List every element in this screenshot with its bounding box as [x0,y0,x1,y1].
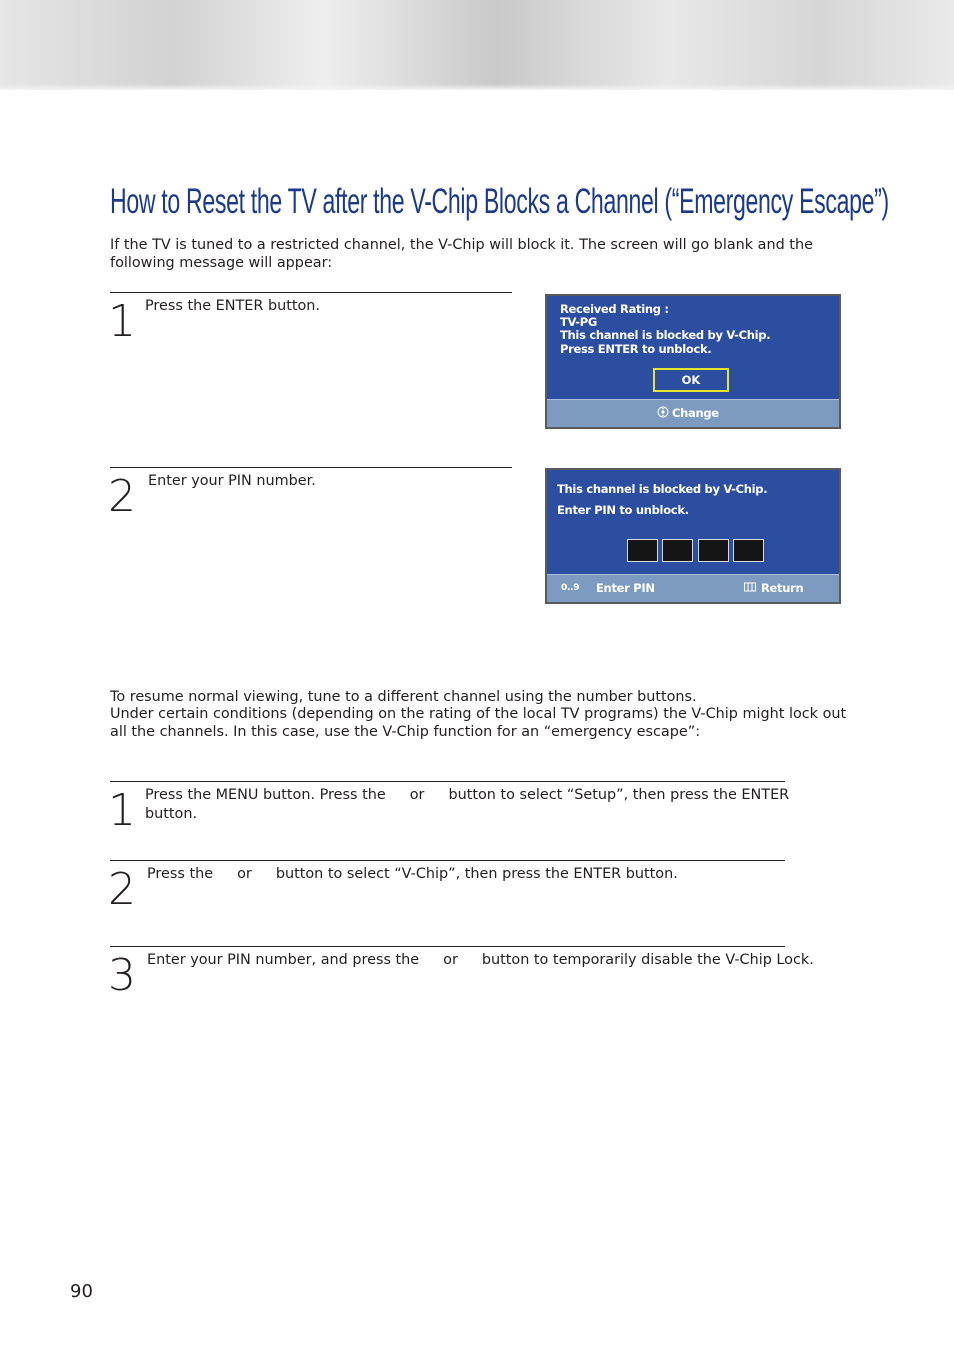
screen2-footer [547,574,839,602]
step-b3-or: or [443,952,458,968]
step-b3-part2: button to temporarily disable the V-Chip Lock. [481,952,814,968]
header-band [0,0,954,90]
return-label: Return [761,581,804,595]
page-title: How to Reset the TV after the V-Chip Blocks a Channel (“Emergency Escape”) [110,182,889,221]
intro-line-2: following message will appear: [110,255,333,271]
number-keys-icon: 0..9 [561,583,580,593]
blocked-message: This channel is blocked by V-Chip. [560,328,771,342]
pin-digit-box[interactable] [698,539,729,562]
screen1-footer [547,399,839,427]
intro-line-1: If the TV is tuned to a restricted channel, the V-Chip will block it. The screen will go blank and the [110,237,813,253]
step-b3-part1: Enter your PIN number, and press the [147,952,420,968]
enter-pin-instruction: Enter PIN to unblock. [557,503,689,517]
ok-button[interactable]: OK [653,368,729,392]
step-b3-rule [110,946,785,947]
menu-icon [744,581,756,595]
step-b1-text [145,786,789,824]
resume-line-2: Under certain conditions (depending on the rating of the local TV programs) the V-Chip might lock out [110,706,847,722]
step-a2-rule [110,467,512,468]
step-b1-line2: button. [145,806,198,822]
step-a2-number: 2 [108,471,136,522]
step-b1-part1: Press the MENU button. Press the [145,787,386,803]
resume-line-1: To resume normal viewing, tune to a different channel using the number buttons. [110,689,697,705]
step-b1-rule [110,781,785,782]
step-b1-number: 1 [108,785,136,836]
resume-line-3: all the channels. In this case, use the V-Chip function for an “emergency escape”: [110,724,701,740]
step-b2-part2: button to select “V-Chip”, then press the ENTER button. [275,866,678,882]
step-b2-number: 2 [108,864,136,915]
step-b2-or: or [237,866,252,882]
step-b3-text [147,951,814,970]
pin-digit-box[interactable] [733,539,764,562]
pin-digit-box[interactable] [662,539,693,562]
step-b2-rule [110,860,785,861]
unblock-instruction: Press ENTER to unblock. [560,342,712,356]
step-b2-text [147,865,678,884]
step-a1-rule [110,292,512,293]
step-a1-text: Press the ENTER button. [145,298,320,314]
step-b1-or: or [409,787,425,803]
step-a2-text: Enter your PIN number. [148,473,316,489]
step-a1-number: 1 [108,296,136,347]
step-b1-part2: button to select “Setup”, then press the ENTER [448,787,790,803]
pin-digit-box[interactable] [627,539,658,562]
pin-entry-screen [545,468,841,604]
joystick-icon [657,406,669,421]
page-number: 90 [70,1281,93,1302]
step-b3-number: 3 [108,950,136,1001]
change-label: Change [672,406,719,420]
rating-value: TV-PG [560,315,598,329]
vchip-blocked-screen [545,294,841,429]
received-rating-label: Received Rating : [560,302,669,316]
enter-pin-label: Enter PIN [596,581,655,595]
blocked-message: This channel is blocked by V-Chip. [557,482,768,496]
step-b2-part1: Press the [147,866,214,882]
